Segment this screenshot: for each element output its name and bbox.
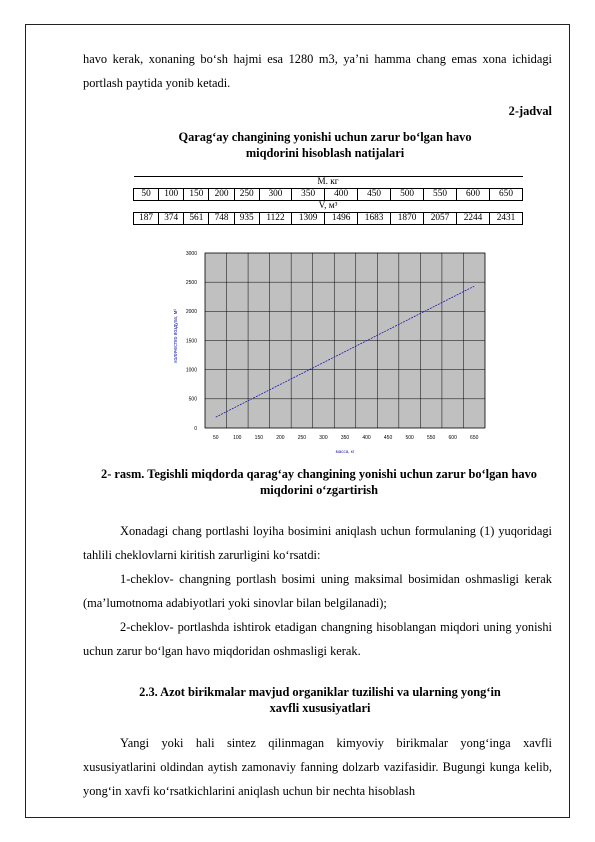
- x-tick-labels: [213, 435, 479, 441]
- y-tick-label: 500: [188, 396, 197, 403]
- x-tick-label: 300: [319, 435, 328, 441]
- volume-cell: 2431: [489, 213, 522, 225]
- volume-cell: 935: [234, 213, 259, 225]
- volume-cell: 1683: [358, 213, 391, 225]
- volume-cell: 1870: [391, 213, 424, 225]
- body-paragraph-2: 1-cheklov- changning portlash bosimi uning maksimal bosimidan oshmasligi kerak (ma’lumotnoma adabiyotlari yoki sinovlar bilan belgilanadi);: [83, 572, 552, 610]
- x-tick-label: 150: [254, 435, 264, 441]
- mass-cell: 350: [292, 189, 325, 201]
- y-tick-label: 3000: [185, 250, 197, 257]
- x-axis-label: масса, кг: [335, 449, 355, 454]
- x-tick-label: 500: [405, 435, 414, 441]
- mass-cell: 600: [457, 189, 490, 201]
- paragraph-bottom: Yangi yoki hali sintez qilinmagan kimyoviy birikmalar yong‘inga xavfli xususiyatlarini oldindan aytish zamonaviy fanning dolzarb vazifasidir. Bugungi kunga kelib, yong‘in xavfi ko‘rsatkichlarini aniqlash uchun bir nechta hisoblash: [83, 736, 552, 798]
- mass-cell: 650: [489, 189, 522, 201]
- volume-cell: 1496: [325, 213, 358, 225]
- volume-cell: 2244: [457, 213, 490, 225]
- figure-caption: 2- rasm. Tegishli miqdorda qarag‘ay changining yonishi uchun zarur bo‘lgan havo miqdorini o‘zgartirish: [101, 467, 537, 497]
- x-tick-label: 550: [426, 435, 436, 441]
- mass-cell: 550: [424, 189, 457, 201]
- volume-cell: 374: [159, 213, 184, 225]
- y-tick-label: 2000: [185, 309, 197, 316]
- air-volume-chart: [165, 246, 495, 458]
- volume-cell: 2057: [424, 213, 457, 225]
- x-tick-label: 600: [448, 435, 457, 441]
- x-tick-label: 50: [212, 435, 219, 441]
- table-label: 2-jadval: [508, 104, 552, 118]
- mass-cell: 200: [209, 189, 234, 201]
- y-tick-label: 2500: [185, 279, 197, 286]
- y-tick-label: 1500: [185, 338, 197, 345]
- header-volume: V, м³: [134, 201, 523, 213]
- x-tick-label: 450: [383, 435, 393, 441]
- x-tick-label: 200: [276, 435, 285, 441]
- results-table: [133, 176, 523, 225]
- mass-cell: 50: [134, 189, 159, 201]
- volume-row: [134, 213, 523, 225]
- x-tick-label: 350: [340, 435, 350, 441]
- mass-cell: 100: [159, 189, 184, 201]
- table-title: Qarag‘ay changining yonishi uchun zarur bo‘lgan havo miqdorini hisoblash natijalari: [178, 130, 472, 160]
- y-tick-labels: [186, 251, 197, 432]
- y-tick-label: 0: [194, 425, 197, 432]
- header-mass: M. кг: [134, 177, 523, 189]
- x-tick-label: 100: [233, 435, 242, 441]
- section-heading: 2.3. Azot birikmalar mavjud organiklar tuzilishi va ularning yong‘in xavfli xususiyatlari: [139, 685, 501, 715]
- volume-cell: 748: [209, 213, 234, 225]
- mass-cell: 150: [184, 189, 209, 201]
- x-tick-label: 650: [470, 435, 479, 441]
- mass-cell: 400: [325, 189, 358, 201]
- y-tick-label: 1000: [185, 367, 197, 374]
- mass-cell: 300: [259, 189, 291, 201]
- mass-cell: 250: [234, 189, 259, 201]
- mass-row: [134, 189, 523, 201]
- volume-cell: 187: [134, 213, 159, 225]
- volume-cell: 1122: [259, 213, 291, 225]
- mass-cell: 450: [358, 189, 391, 201]
- body-paragraph-3: 2-cheklov- portlashda ishtirok etadigan changning hisoblangan miqdori uning yonishi uchun zarur bo‘lgan havo miqdoridan oshmasligi kerak.: [83, 620, 552, 658]
- volume-cell: 1309: [292, 213, 325, 225]
- mass-cell: 500: [391, 189, 424, 201]
- x-tick-label: 250: [297, 435, 307, 441]
- y-axis-label: количество воздуха, м³: [173, 309, 179, 363]
- volume-cell: 561: [184, 213, 209, 225]
- paragraph-top: havo kerak, xonaning bo‘sh hajmi esa 1280 m3, ya’ni hamma chang emas xona ichidagi portlash paytida yonib ketadi.: [83, 52, 552, 90]
- x-tick-label: 400: [362, 435, 371, 441]
- body-paragraph-1: Xonadagi chang portlashi loyiha bosimini aniqlash uchun formulaning (1) yuqoridagi tahlili cheklovlarni kiritish zarurligini ko‘rsatdi:: [83, 524, 552, 562]
